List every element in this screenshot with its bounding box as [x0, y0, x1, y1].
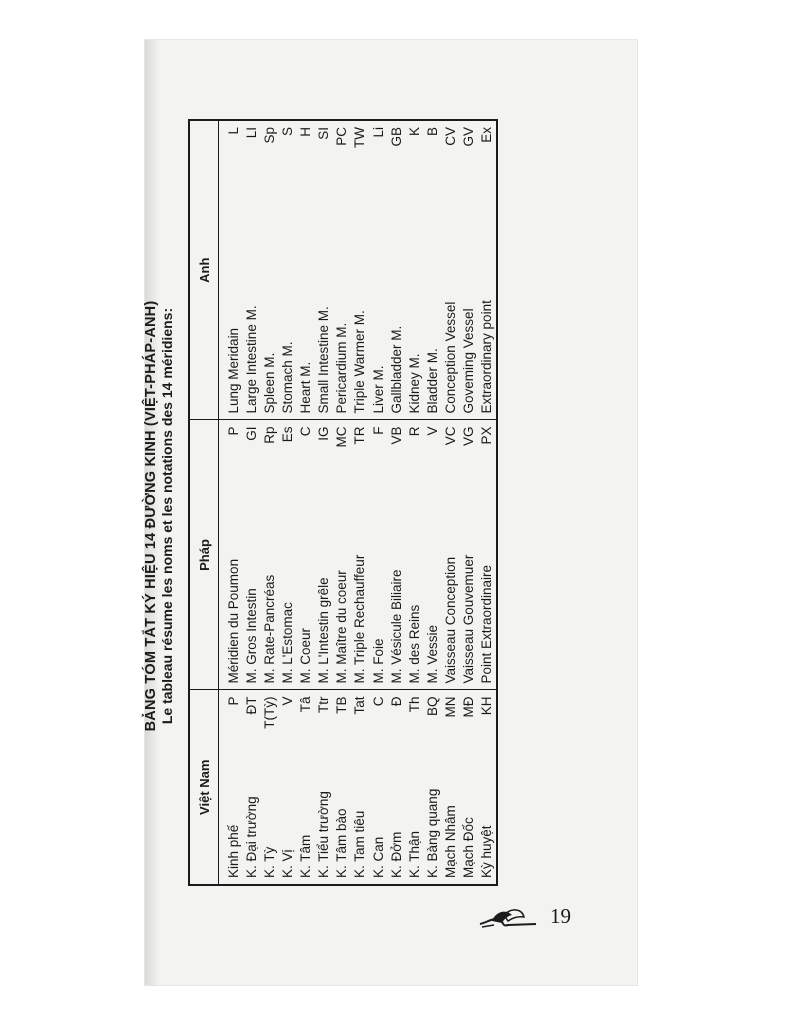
table-row [243, 120, 261, 885]
table-header-row [189, 120, 219, 885]
table-row [219, 120, 244, 885]
english-abbr-cell: K [406, 126, 422, 136]
vietnamese-name-cell: Kinh phế [226, 824, 242, 878]
english-name-cell: Liver M. [370, 365, 386, 414]
vietnamese-name-cell: K. Bàng quang [424, 788, 440, 878]
table-row [442, 120, 460, 885]
vietnamese-abbr-cell: Ttr [315, 690, 333, 745]
header-french: Pháp [189, 420, 219, 690]
english-name-cell: Extraordinary point [478, 300, 494, 414]
french-abbr-cell: VG [460, 420, 478, 475]
english-abbr-cell: LI [244, 126, 260, 139]
english-name-cell: Conception Vessel [442, 301, 458, 414]
vietnamese-abbr-cell: MN [442, 690, 460, 745]
table-row [315, 120, 333, 885]
french-name-cell: M. L'Estomac [280, 602, 296, 684]
page-heading [143, 136, 187, 896]
vietnamese-abbr-cell: T(Tỳ) [261, 690, 279, 745]
english-name-cell: Goveming Vessel [460, 308, 476, 414]
french-abbr-cell: R [406, 420, 424, 475]
vietnamese-abbr-cell: Tat [351, 690, 369, 745]
title-french: Le tableau résume les noms et les notations des 14 méridiens: [159, 307, 175, 725]
english-abbr-cell: Li [370, 126, 386, 138]
english-name-cell: Pericardium M. [334, 322, 350, 414]
french-abbr-cell: P [219, 420, 244, 475]
english-abbr-cell: CV [442, 126, 458, 146]
vietnamese-name-cell: Mạch Đốc [460, 817, 476, 878]
vietnamese-abbr-cell: MĐ [460, 690, 478, 745]
french-abbr-cell: V [424, 420, 442, 475]
french-abbr-cell: Rp [261, 420, 279, 475]
french-name-cell: M. Gros Intestin [244, 588, 260, 684]
english-name-cell: Lung Meridain [226, 327, 242, 414]
vietnamese-name-cell: Mạch Nhâm [442, 805, 458, 878]
vietnamese-abbr-cell: TB [333, 690, 351, 745]
french-name-cell: Vaisseau Gouvemuer [460, 554, 476, 684]
table-body [219, 120, 498, 885]
french-abbr-cell: IG [315, 420, 333, 475]
vietnamese-name-cell: Kỳ huyệt [478, 825, 494, 878]
french-abbr-cell: C [297, 420, 315, 475]
vietnamese-abbr-cell: ĐT [243, 690, 261, 745]
vietnamese-abbr-cell: KH [478, 690, 497, 745]
french-name-cell: M. Rate-Pancréas [262, 574, 278, 684]
french-name-cell: Vaisseau Conception [442, 556, 458, 684]
vietnamese-name-cell: K. Vị [280, 849, 296, 878]
vietnamese-abbr-cell: P [219, 690, 244, 745]
table-row [261, 120, 279, 885]
vietnamese-name-cell: K. Tâm [298, 834, 314, 878]
english-abbr-cell: GV [460, 126, 476, 147]
english-abbr-cell: PC [334, 126, 350, 146]
table-row [460, 120, 478, 885]
english-abbr-cell: L [226, 126, 242, 135]
french-name-cell: M. Vésicule Biliaire [388, 569, 404, 684]
table-row [388, 120, 406, 885]
french-abbr-cell: TR [351, 420, 369, 475]
french-abbr-cell: PX [478, 420, 497, 475]
vietnamese-name-cell: K. Thận [406, 830, 422, 878]
vietnamese-abbr-cell: Tâ [297, 690, 315, 745]
french-abbr-cell: GI [243, 420, 261, 475]
english-abbr-cell: S [280, 126, 296, 136]
english-name-cell: Large Intestine M. [244, 305, 260, 414]
french-name-cell: M. des Reins [406, 604, 422, 684]
french-name-cell: M. Coeur [298, 627, 314, 684]
vietnamese-name-cell: K. Đại trường [244, 796, 260, 878]
french-abbr-cell: MC [333, 420, 351, 475]
english-abbr-cell: Sp [262, 126, 278, 144]
table-row [406, 120, 424, 885]
french-abbr-cell: VC [442, 420, 460, 475]
french-abbr-cell: F [370, 420, 388, 475]
vietnamese-name-cell: K. Tiểu trường [316, 791, 332, 878]
page-number: 19 [550, 904, 571, 928]
vietnamese-abbr-cell: V [279, 690, 297, 745]
french-abbr-cell: VB [388, 420, 406, 475]
english-name-cell: Triple Warmer M. [352, 310, 368, 414]
header-english: Anh [189, 120, 219, 420]
english-abbr-cell: H [298, 126, 314, 137]
vietnamese-name-cell: K. Can [370, 836, 386, 878]
english-name-cell: Heart M. [298, 361, 314, 414]
ornament-icon [478, 907, 538, 931]
header-vietnamese: Việt Nam [189, 690, 219, 885]
english-name-cell: Spleen M. [262, 352, 278, 414]
english-abbr-cell: GB [388, 126, 404, 147]
french-name-cell: M. L'Intestin grêle [316, 577, 332, 684]
english-name-cell: Kidney M. [406, 353, 422, 414]
vietnamese-name-cell: K. Đởm [388, 831, 404, 878]
english-abbr-cell: TW [352, 126, 368, 148]
french-name-cell: M. Maître du coeur [334, 570, 350, 684]
english-name-cell: Small Intestine M. [316, 306, 332, 414]
vietnamese-abbr-cell: C [370, 690, 388, 745]
table-row [333, 120, 351, 885]
vietnamese-abbr-cell: Th [406, 690, 424, 745]
meridian-notation-table [188, 119, 498, 886]
english-name-cell: Bladder M. [424, 348, 440, 414]
vietnamese-name-cell: K. Tỳ [262, 846, 278, 878]
french-abbr-cell: Es [279, 420, 297, 475]
english-name-cell: Stomach M. [280, 341, 296, 414]
french-name-cell: M. Vessie [424, 624, 440, 684]
table-row [370, 120, 388, 885]
english-abbr-cell: B [424, 126, 440, 136]
french-name-cell: M. Foie [370, 638, 386, 684]
table-row [279, 120, 297, 885]
vietnamese-abbr-cell: Đ [388, 690, 406, 745]
vietnamese-abbr-cell: BQ [424, 690, 442, 745]
table-row [297, 120, 315, 885]
english-abbr-cell: SI [316, 126, 332, 140]
vietnamese-name-cell: K. Tam tiêu [352, 810, 368, 878]
title-vietnamese: BẢNG TÓM TẮT KÝ HIỆU 14 ĐƯỜNG KINH (VIỆT-PHÁP-ANH) [143, 300, 159, 732]
table-row [478, 120, 497, 885]
french-name-cell: Point Extraordinaire [478, 564, 494, 684]
english-name-cell: Gallbladder M. [388, 325, 404, 414]
english-abbr-cell: Ex [478, 126, 494, 143]
rotated-content [143, 116, 508, 906]
french-name-cell: Méridien du Poumon [226, 558, 242, 684]
table-row [351, 120, 369, 885]
table-row [424, 120, 442, 885]
vietnamese-name-cell: K. Tâm bào [334, 808, 350, 878]
french-name-cell: M. Triple Rechauffeur [352, 554, 368, 684]
